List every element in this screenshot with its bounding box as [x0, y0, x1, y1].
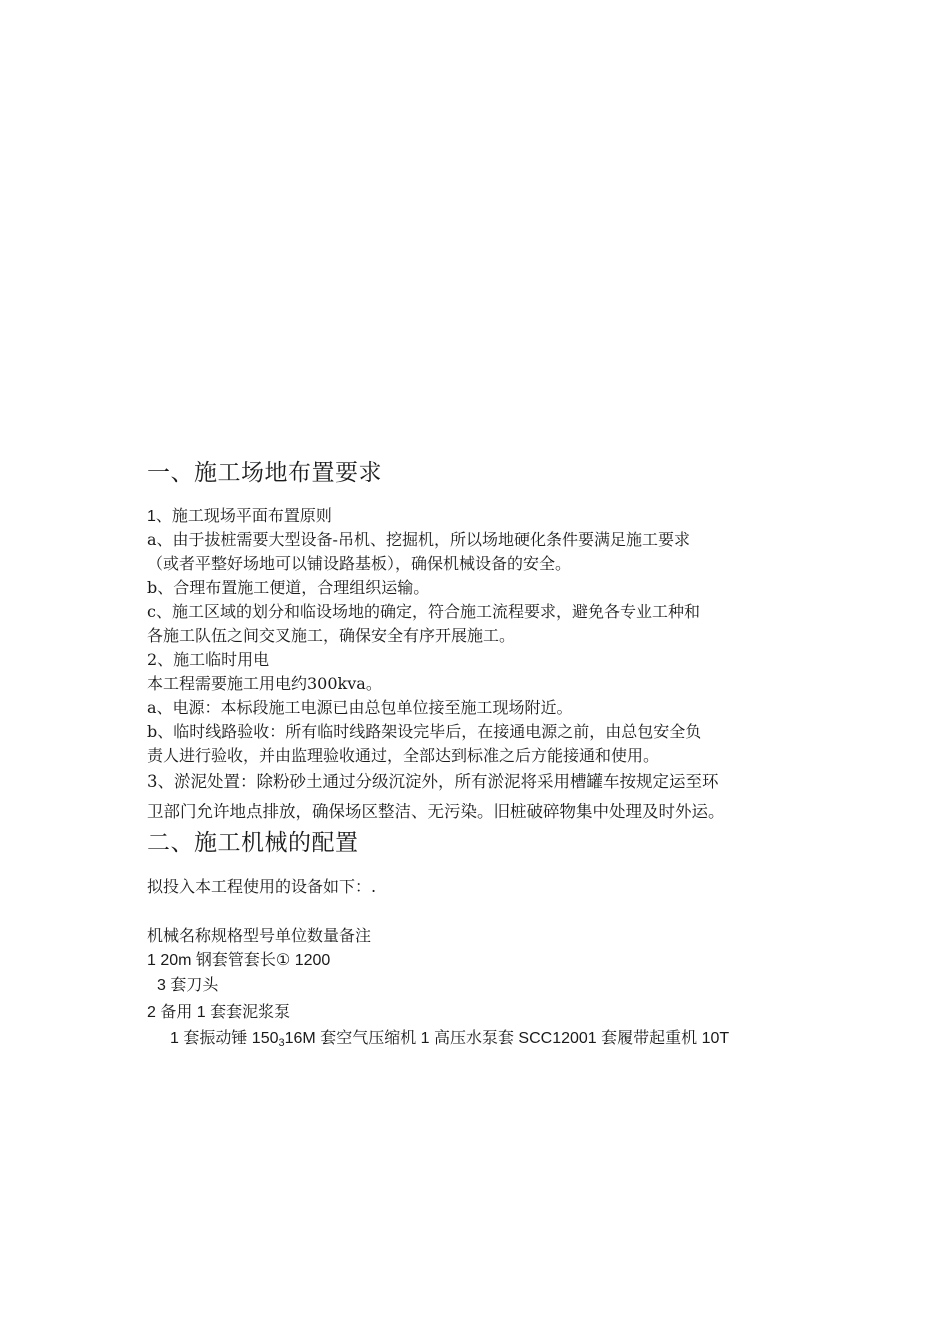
power-acceptance-line-1: b、临时线路验收：所有临时线路架设完毕后，在接通电源之前，由总包安全负: [147, 722, 702, 741]
equipment-row-2: 3 套刀头: [157, 977, 219, 994]
paragraph-b: b、合理布置施工便道，合理组织运输。: [147, 578, 430, 597]
power-source: a、电源：本标段施工电源已由总包单位接至施工现场附近。: [147, 698, 573, 717]
paragraph-c-line-2: 各施工队伍之间交叉施工，确保安全有序开展施工。: [147, 626, 516, 645]
equipment-intro: 拟投入本工程使用的设备如下：.: [147, 877, 377, 896]
equipment-row-4-part-b: 16M 套空气压缩机 1 高压水泵套 SCC12001 套履带起重机 10T: [284, 1030, 730, 1047]
paragraph-a-line-2: （或者平整好场地可以铺设路基板），确保机械设备的安全。: [147, 554, 572, 573]
sludge-disposal-line-1: 3、淤泥处置：除粉砂土通过分级沉淀外，所有淤泥将采用槽罐车按规定运至环: [147, 772, 719, 791]
equipment-row-4: [170, 1028, 729, 1054]
power-acceptance-line-2: 责人进行验收，并由监理验收通过，全部达到标准之后方能接通和使用。: [147, 746, 660, 765]
section-1-heading: 一、施工场地布置要求: [147, 460, 382, 486]
paragraph-c-line-1: c、施工区域的划分和临设场地的确定，符合施工流程要求，避免各专业工种和: [147, 602, 700, 621]
sludge-disposal-line-2: 卫部门允许地点排放，确保场区整洁、无污染。旧桩破碎物集中处理及时外运。: [147, 802, 725, 821]
equipment-row-1: 1 20m 钢套管套长① 1200: [147, 952, 331, 969]
equipment-row-4-subscript: 3: [278, 1037, 285, 1049]
power-requirement: 本工程需要施工用电约300kva。: [147, 674, 382, 693]
equipment-row-3: 2 备用 1 套套泥浆泵: [147, 1004, 291, 1021]
subsection-1-title: 1、施工现场平面布置原则: [147, 508, 332, 525]
equipment-row-4-part-a: 1 套振动锤 150: [170, 1030, 279, 1047]
equipment-table-header: 机械名称规格型号单位数量备注: [147, 926, 372, 945]
section-2-heading: 二、施工机械的配置: [147, 830, 359, 856]
subsection-2-title: 2、施工临时用电: [147, 650, 270, 669]
paragraph-a-line-1: a、由于拔桩需要大型设备-吊机、挖掘机，所以场地硬化条件要满足施工要求: [147, 530, 690, 549]
